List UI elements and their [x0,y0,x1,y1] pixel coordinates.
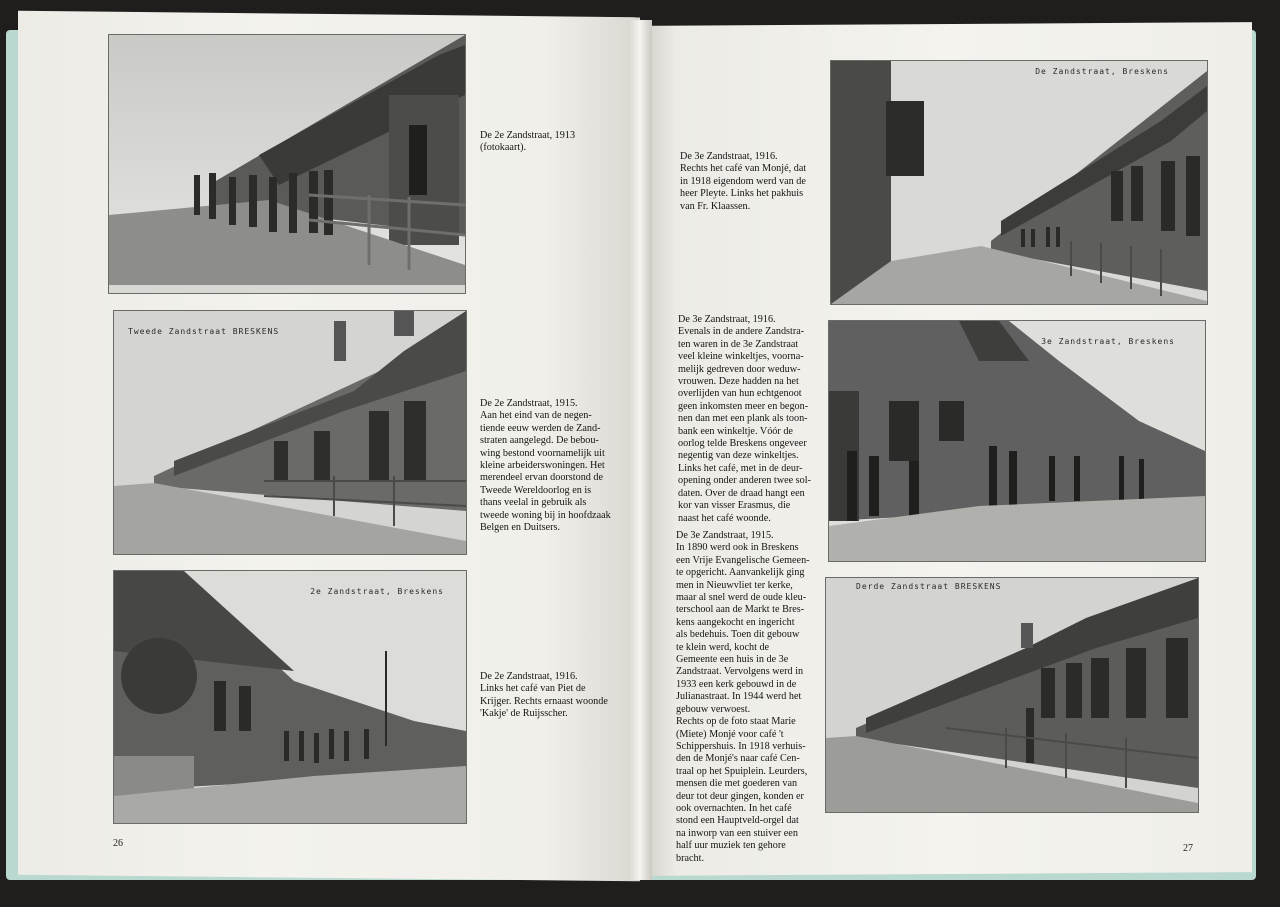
photo-2e-zandstraat-1913 [108,34,466,294]
page-number-right: 27 [1183,843,1193,854]
page-number-left: 26 [113,838,123,849]
photo-printed-title: De Zandstraat, Breskens [1035,67,1169,76]
caption-photo-3: De 2e Zandstraat, 1916. Links het café van Piet de Krijger. Rechts ernaast woonde 'Kakje' de Ruijsscher. [480,671,608,720]
caption-photo-4: De 3e Zandstraat, 1916. Rechts het café van Monjé, dat in 1918 eigendom werd van de heer Pleyte. Links het pakhuis van Fr. Klaassen. [680,151,807,212]
photo-3e-zandstraat-1916-a [830,60,1208,305]
photo-printed-title: Derde Zandstraat BRESKENS [856,582,1002,591]
photo-printed-title: 2e Zandstraat, Breskens [310,587,444,596]
caption-photo-2: De 2e Zandstraat, 1915. Aan het eind van de negen- tiende eeuw werden de Zand- straten aangelegd. De bebou- wing bestond voornamelijk uit kleine arbeiderswoningen. Het merendeel ervan doorstond de Tweede Wereldoorlog en is thans veelal in gebruik als tweede woning bij in hoofdzaak Belgen en Duitsers. [480,398,611,534]
caption-photo-6: De 3e Zandstraat, 1915. In 1890 werd ook in Breskens een Vrije Evangelische Gemeen- te opgericht. Aanvankelijk ging men in Nieuwvliet ter kerke, maar al snel werd de oude kleu- terschool aan de Markt te Bres- kens aangekocht en ingericht als bedehuis. Toen dit gebouw te klein werd, kocht de Gemeente een huis in de 3e Zandstraat. Vervolgens werd in 1933 een kerk gebouwd in de Julianastraat. In 1944 werd het gebouw verwoest. Rechts op de foto staat Marie (Miete) Monjé voor café 't Schippershuis. In 1918 verhuis- den de Monjé's naar café Cen- traal op het Spuiplein. Leurders, mensen die met goederen van deur tot deur gingen, konden er ook overnachten. In het café stond een Hauptveld-orgel dat na inworp van een stuiver een half uur muziek ten gehore bracht. [676,530,810,864]
caption-photo-1: De 2e Zandstraat, 1913 (fotokaart). [480,130,576,154]
photo-printed-title: Tweede Zandstraat BRESKENS [128,327,280,336]
photo-3e-zandstraat-1916-b [828,320,1206,562]
caption-photo-5: De 3e Zandstraat, 1916. Evenals in de andere Zandstra- ten waren in de 3e Zandstraat veel kleine winkeltjes, voorna- melijk gedreven door weduw- vrouwen. Deze hadden na het overlijden van hun echtgenoot geen inkomsten meer en begon- nen dan met een plank als toon- bank een winkeltje. Vóór de oorlog telde Breskens ongeveer negentig van deze winkeltjes. Links het café, met in de deur- opening onder anderen twee sol- daten. Over de draad hangt een kor van visser Erasmus, die naast het café woonde. [678,314,811,524]
photo-2e-zandstraat-1916 [113,570,467,824]
photo-3e-zandstraat-1915 [825,577,1199,813]
photo-2e-zandstraat-1915 [113,310,467,555]
photo-printed-title: 3e Zandstraat, Breskens [1041,337,1175,346]
book-spine [628,20,652,880]
